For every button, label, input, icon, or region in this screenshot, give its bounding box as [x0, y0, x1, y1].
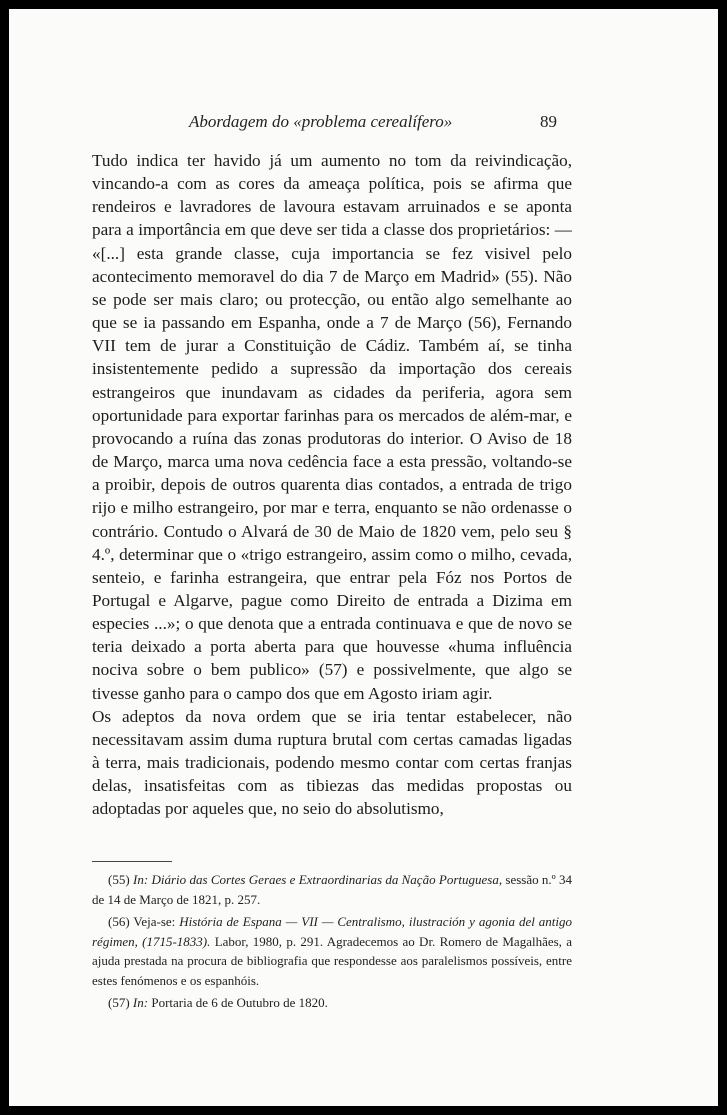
footnote-source-title: História de Espana — VII — Centralismo, ilustración y agonia del antigo régimen, (1715-1833). — [92, 914, 573, 949]
running-title: Abordagem do «problema cerealífero» — [189, 112, 453, 131]
footnote — [92, 870, 572, 909]
page-header — [9, 112, 718, 136]
paragraph: Tudo indica ter havido já um aumento no tom da reivindicação, vincando-a com as cores da ameaça política, pois se afirma que rendeiros e lavradores de lavoura estavam arruinados e se aponta para a importância em que deve ser tida a classe dos proprietários: — «[...] esta grande classe, cuja importancia se fez visivel pelo acontecimento memoravel do dia 7 de Março em Madrid» (55). Não se pode ser mais claro; ou protecção, ou então algo semelhante ao que se ia passando em Espanha, onde a 7 de Março (56), Fernando VII tem de jurar a Constituição de Cádiz. Também aí, se tinha insistentemente pedido a supressão da importação dos cereais estrangeiros que inundavam as cidades da periferia, agora sem oportunidade para exportar farinhas para os mercados de além-mar, e provocando a ruína das zonas produtoras do interior. O Aviso de 18 de Março, marca uma nova cedência face a esta pressão, voltando-se a proibir, depois de outros quarenta dias contados, a entrada de trigo rijo e milho estrangeiro, por mar e terra, enquanto se não ordenasse o contrário. Contudo o Alvará de 30 de Maio de 1820 vem, pelo seu § 4.º, determinar que o «trigo estrangeiro, assim como o milho, cevada, senteio, e farinha estrangeira, que entrar pela Fóz nos Portos de Portugal e Algarve, pague como Direito de entrada a Dizima em especies ...»; o que denota que a entrada continuava e que de novo se teria deixado a porta aberta para que houvesse «huma influência nociva sobre o bem publico» (57) e possivelmente, que algo se tivesse ganho para o campo dos que em Agosto iriam agir. — [92, 151, 572, 703]
footnote-lead: Veja-se: — [133, 914, 176, 929]
footnote — [92, 993, 572, 1013]
footnote-number: (57) — [108, 995, 130, 1010]
body-text — [92, 149, 572, 821]
footnote-number: (55) — [108, 872, 130, 887]
page-number: 89 — [540, 112, 557, 131]
footnote-text: Labor, 1980, p. 291. Agradecemos ao Dr. Romero de Magalhães, a ajuda prestada na procura de bibliografia que respondesse aos paralelismos possíveis, entre estes fenómenos e os espanhóis. — [92, 933, 572, 988]
footnote — [92, 912, 572, 990]
footnote-text: Portaria de 6 de Outubro de 1820. — [151, 995, 328, 1010]
book-page — [9, 9, 718, 1106]
footnote-lead: In: — [132, 995, 149, 1010]
footnote-number: (56) — [108, 914, 130, 929]
footnote-source-title: Diário das Cortes Geraes e Extraordinarias da Nação Portuguesa, — [151, 872, 503, 887]
footnotes — [92, 870, 572, 1016]
paragraph: Os adeptos da nova ordem que se iria tentar estabelecer, não necessitavam assim duma ruptura brutal com certas camadas ligadas à terra, mais tradicionais, podendo mesmo contar com certas franjas delas, insatisfeitas com as tibiezas das medidas propostas ou adoptadas por aqueles que, no seio do absolutismo, — [92, 706, 572, 819]
footnote-lead: In: — [132, 872, 149, 887]
footnote-text: sessão n.º 34 de 14 de Março de 1821, p. 257. — [92, 872, 573, 907]
footnote-rule — [92, 861, 172, 862]
